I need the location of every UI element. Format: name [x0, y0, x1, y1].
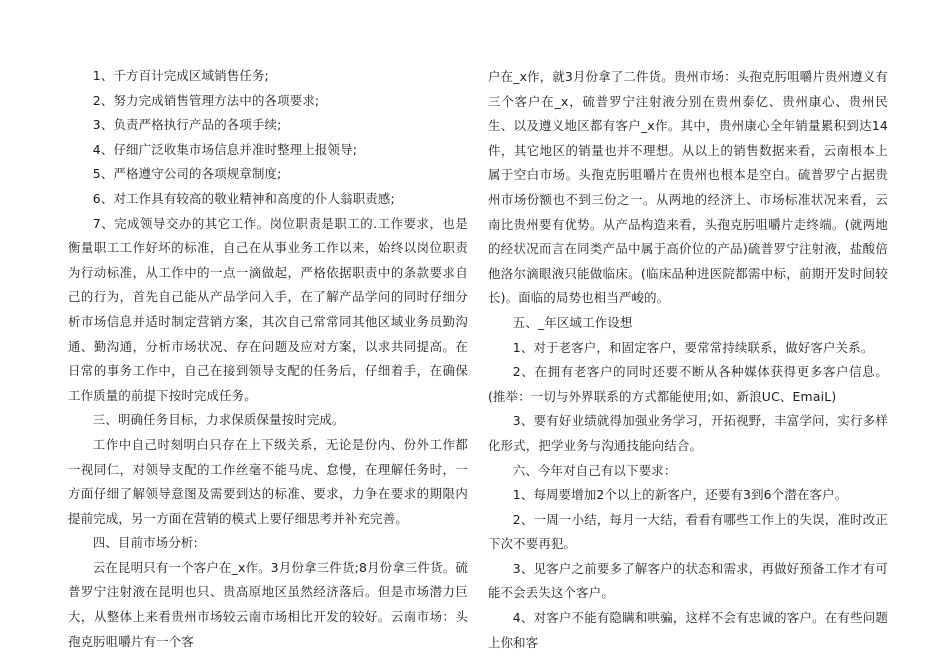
requirement-item-4: 4、对客户不能有隐瞒和哄骗，这样不会有忠诚的客户。在有些问题上你和客	[488, 610, 888, 650]
section-heading-5: 五、_年区域工作设想	[512, 314, 633, 330]
requirement-item-1: 1、每周要增加2个以上的新客户，还要有3到6个潜在客户。	[512, 487, 848, 503]
section-heading-4: 四、目前市场分析:	[92, 535, 198, 551]
duty-item-6: 6、对工作具有较高的敬业精神和高度的仆人翁职责感;	[92, 190, 395, 206]
market-analysis-continued: 户在_x作，就3月份拿了二件货。贵州市场：头孢克肟咀嚼片贵州遵义有三个客户在_x，硫普罗宁注射液分别在贵州泰亿、贵州康心、贵州民生、以及遵义地区都有客户_x作。其中，贵州康心全年销量累积到达14件，其它地区的销量也并不理想。从以上的销售数据来看，云南根本上属于空白市场。头孢克肟咀嚼片在贵州也根本是空白。硫普罗宁占据贵州市场份额也不到三份之一。从两地的经济上、市场标准状况来看，云南比贵州要有优势。从产品构造来看，头孢克肟咀嚼片走终端。(就两地的经状况而言在同类产品中属于高价位的产品)硫普罗宁注射液，盐酸倍他洛尔滴眼液只能做临床。(临床品种进医院都需中标，前期开发时间较长)。面临的局势也相当严峻的。	[488, 69, 888, 306]
section-3-body: 工作中自己时刻明白只存在上下级关系，无论是份内、份外工作都一视同仁，对领导支配的工作丝毫不能马虎、怠慢，在理解任务时，一方面仔细了解领导意图及需要到达的标准、要求，力争在要求的期限内提前完成，另一方面在营销的模式上要仔细思考并补充完善。	[68, 436, 468, 526]
left-column	[68, 64, 468, 654]
requirement-item-3: 3、见客户之前要多了解客户的状态和需求，再做好预备工作才有可能不会丢失这个客户。	[488, 560, 888, 601]
plan-item-2: 2、在拥有老客户的同时还要不断从各种媒体获得更多客户信息。(推举：一切与外界联系的方式都能使用;如、新浪UC、EmaiL)	[488, 364, 888, 404]
duty-item-7: 7、完成领导交办的其它工作。岗位职责是职工的.工作要求，也是衡量职工工作好坏的标准，自己在从事业务工作以来，始终以岗位职责为行动标准，从工作中的一点一滴做起，严格依据职责中的条款要求自己的行为，首先自己能从产品学问入手，在了解产品学问的同时仔细分析市场信息并适时制定营销方案，其次自己常常同其他区域业务员勤沟通、勤沟通，分析市场状况、存在问题及应对方案，以求共同提高。在日常的事务工作中，自己在接到领导支配的任务后，仔细着手，在确保工作质量的前提下按时完成任务。	[68, 215, 468, 403]
duty-item-3: 3、负责严格执行产品的各项手续;	[92, 117, 282, 133]
duty-item-5: 5、严格遵守公司的各项规章制度;	[92, 166, 282, 182]
plan-item-1: 1、对于老客户，和固定客户，要常常持续联系，做好客户关系。	[512, 339, 874, 355]
plan-item-3: 3、要有好业绩就得加强业务学习，开拓视野，丰富学问，实行多样化形式，把学业务与沟通技能向结合。	[488, 413, 888, 453]
right-column	[488, 65, 888, 655]
market-analysis-body: 云在昆明只有一个客户在_x作。3月份拿三件货;8月份拿三件货。硫普罗宁注射液在昆明也只、贵高原地区虽然经济落后。但是市场潜力巨大，从整体上来看贵州市场较云南市场相比开发的较好。云南市场：头孢克肟咀嚼片有一个客	[68, 559, 468, 649]
section-heading-3: 三、明确任务目标，力求保质保量按时完成。	[92, 412, 345, 428]
duty-item-4: 4、仔细广泛收集市场信息并准时整理上报领导;	[92, 141, 358, 157]
section-heading-6: 六、今年对自己有以下要求：	[512, 462, 677, 478]
duty-item-1: 1、千方百计完成区域销售任务;	[92, 68, 269, 83]
duty-item-2: 2、努力完成销售管理方法中的各项要求;	[92, 92, 320, 108]
requirement-item-2: 2、一周一小结，每月一大结，看看有哪些工作上的失误，准时改正下次不要再犯。	[488, 511, 888, 552]
